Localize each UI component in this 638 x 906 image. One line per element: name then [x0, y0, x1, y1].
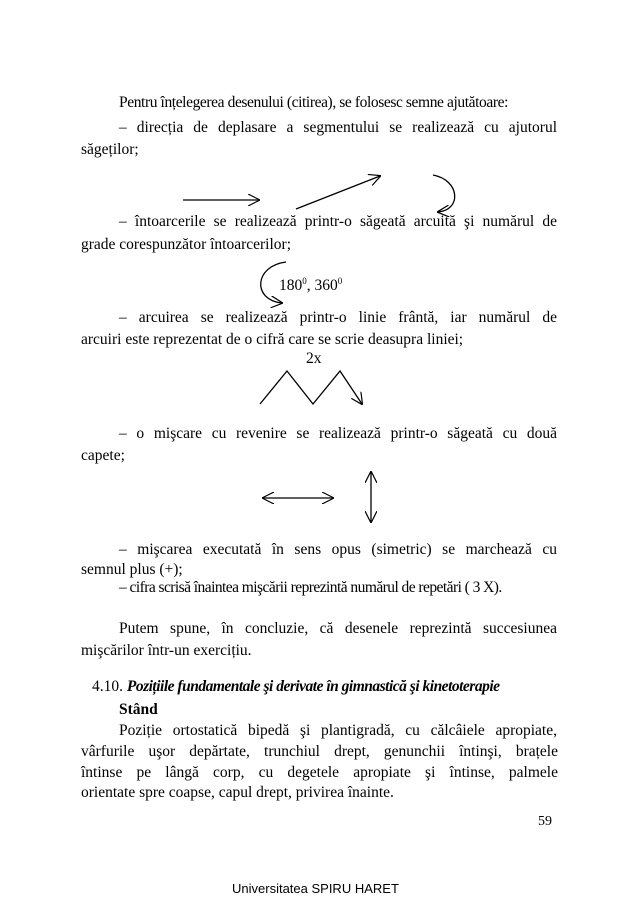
section-title: Pozițiile fundamentale şi derivate în gimnastică şi kinetoterapie — [126, 678, 500, 695]
repeat-label: 2x — [306, 350, 322, 367]
subsection-title: Stând — [119, 701, 158, 718]
item-turns-line1: – întoarcerile se realizează printr-o săgeată arcuită şi numărul de — [119, 213, 557, 230]
body-line1: Poziție ortostatică bipedă şi plantigradă, cu călcâiele apropiate, — [119, 722, 557, 739]
item-turns-line2: grade corespunzător întoarcerilor; — [81, 236, 292, 253]
intro-text: Pentru înțelegerea desenului (citirea), se folosesc semne ajutătoare: — [119, 94, 509, 111]
item-arcs-line2: arcuiri este reprezentat de o cifră care se scrie deasupra liniei; — [81, 331, 464, 348]
item-symmetric-line2: semnul plus (+); — [81, 561, 183, 578]
conclusion-line1: Putem spune, în concluzie, că desenele reprezintă succesiunea — [119, 620, 557, 637]
item-direction-line1: – direcția de deplasare a segmentului se realizează cu ajutorul — [119, 119, 557, 136]
body-line4: orientate spre coapse, capul drept, privirea înainte. — [81, 784, 394, 801]
section-heading — [92, 677, 500, 697]
item-arcs-line1: – arcuirea se realizează printr-o linie frântă, iar numărul de — [119, 309, 557, 326]
item-repetitions: – cifra scrisă înaintea mişcării reprezintă numărul de repetări ( 3 X). — [119, 579, 502, 596]
item-direction-line2: săgeților; — [81, 141, 139, 158]
page-number: 59 — [538, 814, 552, 829]
item-return-line1: – o mişcare cu revenire se realizează printr-o săgeată cu două — [119, 425, 557, 442]
footer-text: Universitatea SPIRU HARET — [232, 881, 399, 896]
degrees-label: $180^0$, $360^0$ — [279, 276, 343, 295]
item-symmetric-line1: – mişcarea executată în sens opus (simetric) se marchează cu — [119, 541, 557, 558]
conclusion-line2: mişcărilor într-un exercițiu. — [81, 642, 252, 659]
body-line3: întinse pe lângă corp, cu degetele apropiate şi întinse, palmele — [81, 764, 558, 781]
body-line2: vârfurile uşor depărtate, trunchiul drept, genunchii întinşi, brațele — [81, 743, 558, 760]
item-return-line2: capete; — [81, 447, 125, 464]
section-number: 4.10. — [92, 678, 123, 695]
